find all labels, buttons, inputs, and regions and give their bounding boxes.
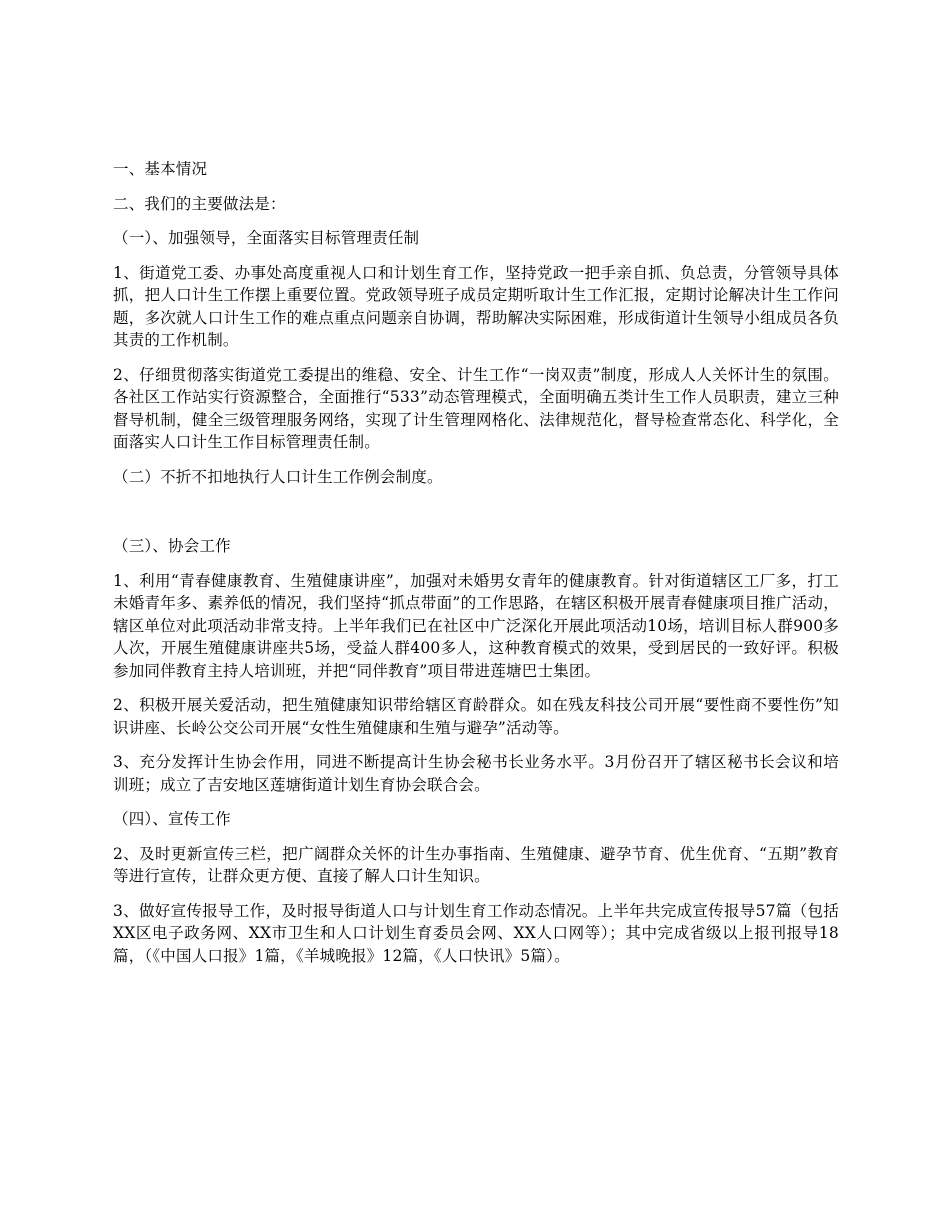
- paragraph-association-3: 3、充分发挥计生协会作用，同进不断提高计生协会秘书长业务水平。3月份召开了辖区秘书长会议和培训班；成立了吉安地区莲塘街道计划生育协会联合会。: [113, 753, 839, 794]
- subsection-heading-association: （三）、协会工作: [113, 537, 231, 555]
- paragraph-association-1: 1、利用“青春健康教育、生殖健康讲座”，加强对未婚男女青年的健康教育。针对街道辖区工厂多，打工未婚青年多、素养低的情况，我们坚持“抓点带面”的工作思路，在辖区积极开展青春健康项目推广活动，辖区单位对此项活动非常支持。上半年我们已在社区中广泛深化开展此项活动10场，培训目标人群900多人次，开展生殖健康讲座共5场，受益人群400多人，这种教育模式的效果，受到居民的一致好评。积极参加同伴教育主持人培训班，并把“同伴教育”项目带进莲塘巴士集团。: [113, 571, 839, 680]
- subsection-heading-leadership: （一）、加强领导，全面落实目标管理责任制: [113, 229, 420, 247]
- blank-spacer: [113, 500, 839, 535]
- document-body: [113, 158, 839, 979]
- subsection-heading-publicity: （四）、宣传工作: [113, 810, 231, 828]
- paragraph-publicity-3: 3、做好宣传报导工作，及时报导街道人口与计划生育工作动态情况。上半年共完成宣传报导57篇（包括XX区电子政务网、XX市卫生和人口计划生育委员会网、XX人口网等）；其中完成省级以上报刊报导18篇，（《中国人口报》1篇，《羊城晚报》12篇，《人口快讯》5篇）。: [113, 901, 839, 965]
- paragraph-leadership-1: 1、街道党工委、办事处高度重视人口和计划生育工作，坚持党政一把手亲自抓、负总责，分管领导具体抓，把人口计生工作摆上重要位置。党政领导班子成员定期听取计生工作汇报，定期讨论解决计生工作问题，多次就人口计生工作的难点重点问题亲自协调，帮助解决实际困难，形成街道计生领导小组成员各负其责的工作机制。: [113, 263, 839, 349]
- section-heading-main-practices: 二、我们的主要做法是：: [113, 194, 286, 213]
- section-heading-basic-situation: 一、基本情况: [113, 160, 208, 178]
- paragraph-association-2: 2、积极开展关爱活动，把生殖健康知识带给辖区育龄群众。如在残友科技公司开展“要性商不要性伤”知识讲座、长岭公交公司开展“女性生殖健康和生殖与避孕”活动等。: [113, 696, 839, 737]
- paragraph-publicity-2: 2、及时更新宣传三栏，把广阔群众关怀的计生办事指南、生殖健康、避孕节育、优生优育、“五期”教育等进行宣传，让群众更方便、直接了解人口计生知识。: [113, 844, 839, 885]
- subsection-heading-meeting-system: （二）不折不扣地执行人口计生工作例会制度。: [113, 467, 443, 486]
- paragraph-leadership-2: 2、仔细贯彻落实街道党工委提出的维稳、安全、计生工作“一岗双责”制度，形成人人关怀计生的氛围。各社区工作站实行资源整合，全面推行“533”动态管理模式，全面明确五类计生工作人员职责，建立三种督导机制，健全三级管理服务网络，实现了计生管理网格化、法律规范化，督导检查常态化、科学化，全面落实人口计生工作目标管理责任制。: [113, 365, 839, 451]
